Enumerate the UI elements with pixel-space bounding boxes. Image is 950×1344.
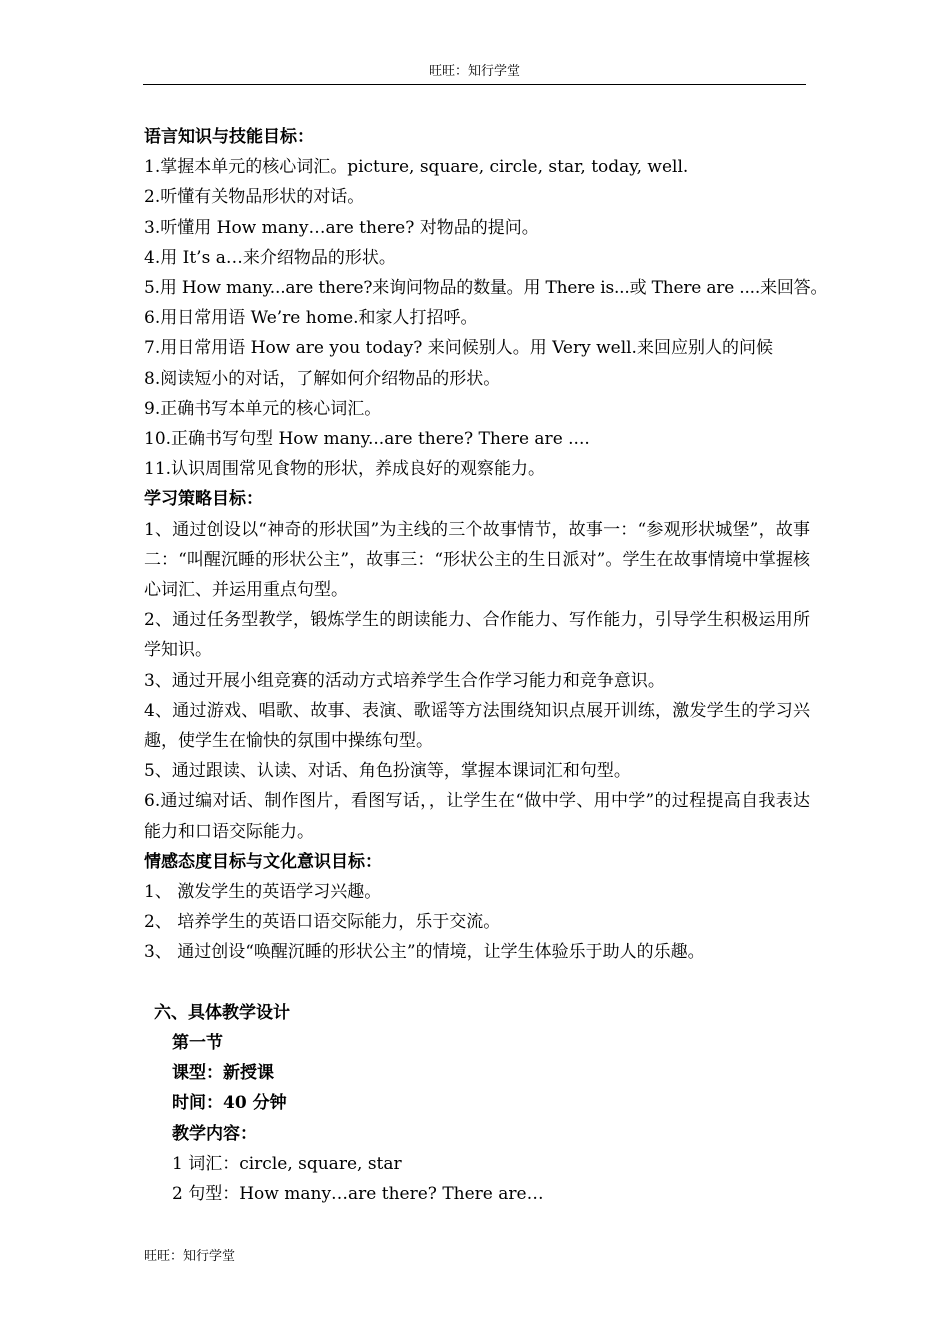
language-item: 8.阅读短小的对话，了解如何介绍物品的形状。 xyxy=(144,368,501,389)
page-header xyxy=(143,62,806,85)
learning-strategy-section xyxy=(144,484,810,846)
language-skills-heading: 语言知识与技能目标： xyxy=(144,127,314,147)
emotion-culture-section xyxy=(144,847,810,968)
language-item: 11.认识周围常见食物的形状，养成良好的观察能力。 xyxy=(144,459,546,480)
language-item: 10.正确书写句型 How many...are there? There are .... xyxy=(144,429,590,450)
content-item: 1 词汇：circle, square, star xyxy=(172,1153,402,1174)
strategy-item: 3、通过开展小组竞赛的活动方式培养学生合作学习能力和竞争意识。 xyxy=(144,670,665,691)
language-item: 4.用 It’s a…来介绍物品的形状。 xyxy=(144,247,396,268)
document-body xyxy=(144,122,828,1209)
page-footer xyxy=(144,1248,235,1266)
header-text: 旺旺：知行学堂 xyxy=(428,64,520,79)
emotion-item: 2、 培养学生的英语口语交际能力，乐于交流。 xyxy=(144,912,501,933)
language-item: 7.用日常用语 How are you today? 来问候别人。用 Very well.来回应别人的问候 xyxy=(144,338,773,359)
emotion-heading: 情感态度目标与文化意识目标： xyxy=(144,851,382,872)
emotion-item: 1、 激发学生的英语学习兴趣。 xyxy=(144,882,382,903)
language-item: 1.掌握本单元的核心词汇。picture, square, circle, star, today, well. xyxy=(144,157,689,178)
content-heading: 教学内容： xyxy=(172,1123,257,1144)
language-item: 3.听懂用 How many…are there? 对物品的提问。 xyxy=(144,217,539,238)
strategy-heading: 学习策略目标： xyxy=(144,489,263,510)
emotion-item: 3、 通过创设“唤醒沉睡的形状公主”的情境，让学生体验乐于助人的乐趣。 xyxy=(144,942,705,963)
lesson-label: 第一节 xyxy=(172,1033,223,1054)
language-item: 9.正确书写本单元的核心词汇。 xyxy=(144,398,382,419)
lesson-time: 时间：40 分钟 xyxy=(172,1093,287,1114)
strategy-item: 5、通过跟读、认读、对话、角色扮演等，掌握本课词汇和句型。 xyxy=(144,761,631,782)
design-heading: 六、具体教学设计 xyxy=(154,1002,290,1023)
language-skills-section xyxy=(144,122,828,484)
lesson-type: 课型：新授课 xyxy=(172,1063,274,1084)
blank-line xyxy=(144,968,810,998)
strategy-item: 6.通过编对话、制作图片，看图写话，，让学生在“做中学、用中学”的过程提高自我表达能力和口语交际能力。 xyxy=(144,791,810,842)
strategy-item: 1、通过创设以“神奇的形状国”为主线的三个故事情节，故事一：“参观形状城堡”，故事二：“叫醒沉睡的形状公主”，故事三：“形状公主的生日派对”。学生在故事情境中掌握核心词汇、并运用重点句型。 xyxy=(144,519,810,601)
strategy-item: 2、通过任务型教学，锻炼学生的朗读能力、合作能力、写作能力，引导学生积极运用所学知识。 xyxy=(144,610,810,661)
strategy-item: 4、通过游戏、唱歌、故事、表演、歌谣等方法围绕知识点展开训练，激发学生的学习兴趣，使学生在愉快的氛围中操练句型。 xyxy=(144,700,810,752)
language-item: 5.用 How many...are there?来询问物品的数量。用 There is...或 There are ....来回答。 xyxy=(144,278,828,299)
language-item: 6.用日常用语 We’re home.和家人打招呼。 xyxy=(144,308,478,329)
content-item: 2 句型：How many…are there? There are… xyxy=(172,1184,544,1205)
footer-text: 旺旺：知行学堂 xyxy=(144,1249,236,1264)
teaching-design-section xyxy=(144,998,810,1209)
language-item: 2.听懂有关物品形状的对话。 xyxy=(144,187,365,208)
